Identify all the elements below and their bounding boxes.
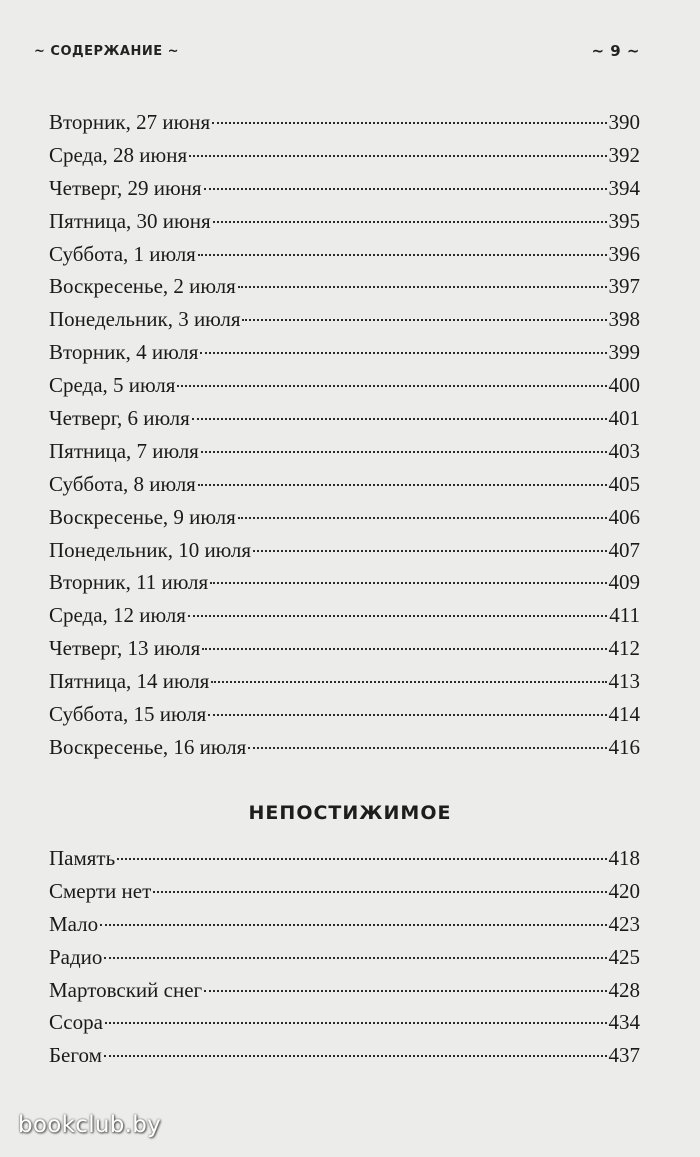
dot-leader — [105, 1022, 607, 1024]
toc-entry-title: Суббота, 1 июля — [49, 241, 196, 266]
toc-entry-page: 418 — [608, 846, 640, 870]
toc-entry — [49, 908, 640, 941]
toc-entry-title: Мартовский снег — [49, 977, 203, 1002]
toc-entry — [49, 599, 640, 632]
dot-leader — [100, 924, 606, 926]
toc-entry-title: Бегом — [49, 1043, 102, 1068]
toc-entry-title: Пятница, 30 июня — [49, 208, 211, 233]
toc-entry-title: Радио — [49, 944, 103, 969]
toc-entry-page: 398 — [608, 307, 640, 332]
section-heading: НЕПОСТИЖИМОЕ — [248, 802, 452, 824]
toc-entry — [49, 632, 640, 665]
watermark-logo: bookclub.by — [18, 1112, 162, 1138]
toc-entry-page: 420 — [608, 878, 640, 903]
toc-entry-page: 395 — [608, 208, 640, 233]
toc-entry — [49, 875, 640, 908]
dot-leader — [204, 990, 606, 992]
dot-leader — [202, 648, 606, 650]
toc-entry — [49, 205, 640, 238]
toc-entry-title: Среда, 28 июня — [49, 142, 188, 167]
toc-list-dates — [49, 106, 640, 764]
toc-entry-page: 390 — [608, 110, 640, 134]
toc-entry — [49, 534, 640, 567]
toc-entry-title: Среда, 5 июля — [49, 373, 176, 398]
toc-entry-title: Четверг, 29 июня — [49, 175, 202, 200]
toc-entry-title: Суббота, 15 июля — [49, 702, 207, 727]
dot-leader — [211, 681, 606, 683]
toc-entry-page: 428 — [608, 977, 640, 1002]
dot-leader — [238, 286, 607, 288]
toc-entry-page: 396 — [608, 241, 640, 266]
toc-entry — [49, 1006, 640, 1039]
running-header — [34, 42, 640, 60]
toc-entry-title: Ссора — [49, 1010, 103, 1035]
dot-leader — [192, 418, 607, 420]
dot-leader — [208, 714, 606, 716]
toc-entry-page: 400 — [608, 373, 640, 398]
toc-entry — [49, 336, 640, 369]
dot-leader — [201, 451, 607, 453]
dot-leader — [104, 957, 606, 959]
toc-entry — [49, 698, 640, 731]
toc-entry — [49, 172, 640, 205]
toc-entry-title: Смерти нет — [49, 878, 152, 903]
toc-entry — [49, 501, 640, 534]
toc-entry-page: 409 — [608, 570, 640, 595]
dot-leader — [238, 517, 607, 519]
toc-entry — [49, 238, 640, 271]
toc-entry-page: 411 — [609, 603, 640, 628]
toc-entry — [49, 842, 640, 875]
toc-entry-title: Память — [49, 846, 116, 870]
dot-leader — [213, 221, 607, 223]
toc-entry — [49, 106, 640, 139]
toc-entry-title: Понедельник, 10 июля — [49, 537, 251, 562]
toc-entry-page: 392 — [608, 142, 640, 167]
toc-entry-title: Вторник, 27 июня — [49, 110, 211, 134]
toc-entry-page: 403 — [608, 438, 640, 463]
dot-leader — [188, 615, 607, 617]
running-header-title: ~ СОДЕРЖАНИЕ ~ — [34, 43, 180, 59]
toc-entry-page: 413 — [608, 669, 640, 694]
toc-entry — [49, 665, 640, 698]
toc-entry-title: Четверг, 6 июля — [49, 406, 190, 431]
toc-entry — [49, 435, 640, 468]
dot-leader — [212, 122, 606, 124]
toc-entry-page: 437 — [608, 1043, 640, 1068]
dot-leader — [117, 858, 606, 860]
dot-leader — [198, 484, 607, 486]
dot-leader — [104, 1055, 607, 1057]
toc-entry-page: 399 — [608, 340, 640, 365]
toc-list-section — [49, 842, 640, 1072]
toc-entry — [49, 1039, 640, 1072]
toc-entry-title: Мало — [49, 911, 99, 936]
toc-entry-page: 414 — [608, 702, 640, 727]
toc-entry-title: Суббота, 8 июля — [49, 471, 196, 496]
toc-entry — [49, 402, 640, 435]
toc-entry-title: Пятница, 7 июля — [49, 438, 199, 463]
toc-entry-title: Воскресенье, 16 июля — [49, 734, 247, 759]
toc-entry-title: Среда, 12 июля — [49, 603, 186, 628]
toc-entry — [49, 270, 640, 303]
dot-leader — [189, 155, 606, 157]
toc-entry — [49, 369, 640, 402]
toc-entry-page: 434 — [608, 1010, 640, 1035]
toc-entry — [49, 468, 640, 501]
toc-entry-title: Четверг, 13 июля — [49, 636, 201, 661]
page-number: ~ 9 ~ — [591, 42, 640, 60]
dot-leader — [242, 319, 606, 321]
dot-leader — [248, 747, 606, 749]
dot-leader — [200, 352, 606, 354]
toc-entry-page: 397 — [608, 274, 640, 299]
toc-entry — [49, 941, 640, 974]
toc-entry-title: Понедельник, 3 июля — [49, 307, 241, 332]
toc-entry — [49, 139, 640, 172]
toc-entry-page: 406 — [608, 504, 640, 529]
toc-entry-title: Вторник, 4 июля — [49, 340, 199, 365]
toc-entry-title: Вторник, 11 июля — [49, 570, 209, 595]
dot-leader — [210, 582, 606, 584]
toc-entry — [49, 731, 640, 764]
toc-entry-page: 423 — [608, 911, 640, 936]
toc-entry-page: 407 — [608, 537, 640, 562]
toc-entry-title: Воскресенье, 9 июля — [49, 504, 236, 529]
dot-leader — [253, 550, 607, 552]
dot-leader — [198, 254, 607, 256]
toc-entry-page: 401 — [608, 406, 640, 431]
toc-entry-title: Воскресенье, 2 июля — [49, 274, 236, 299]
toc-entry — [49, 303, 640, 336]
toc-entry-title: Пятница, 14 июля — [49, 669, 210, 694]
dot-leader — [177, 385, 606, 387]
toc-entry-page: 412 — [608, 636, 640, 661]
toc-entry-page: 394 — [608, 175, 640, 200]
dot-leader — [153, 891, 606, 893]
toc-entry-page: 416 — [608, 734, 640, 759]
dot-leader — [204, 188, 607, 190]
toc-entry-page: 425 — [608, 944, 640, 969]
toc-entry — [49, 974, 640, 1007]
toc-entry — [49, 566, 640, 599]
toc-entry-page: 405 — [608, 471, 640, 496]
